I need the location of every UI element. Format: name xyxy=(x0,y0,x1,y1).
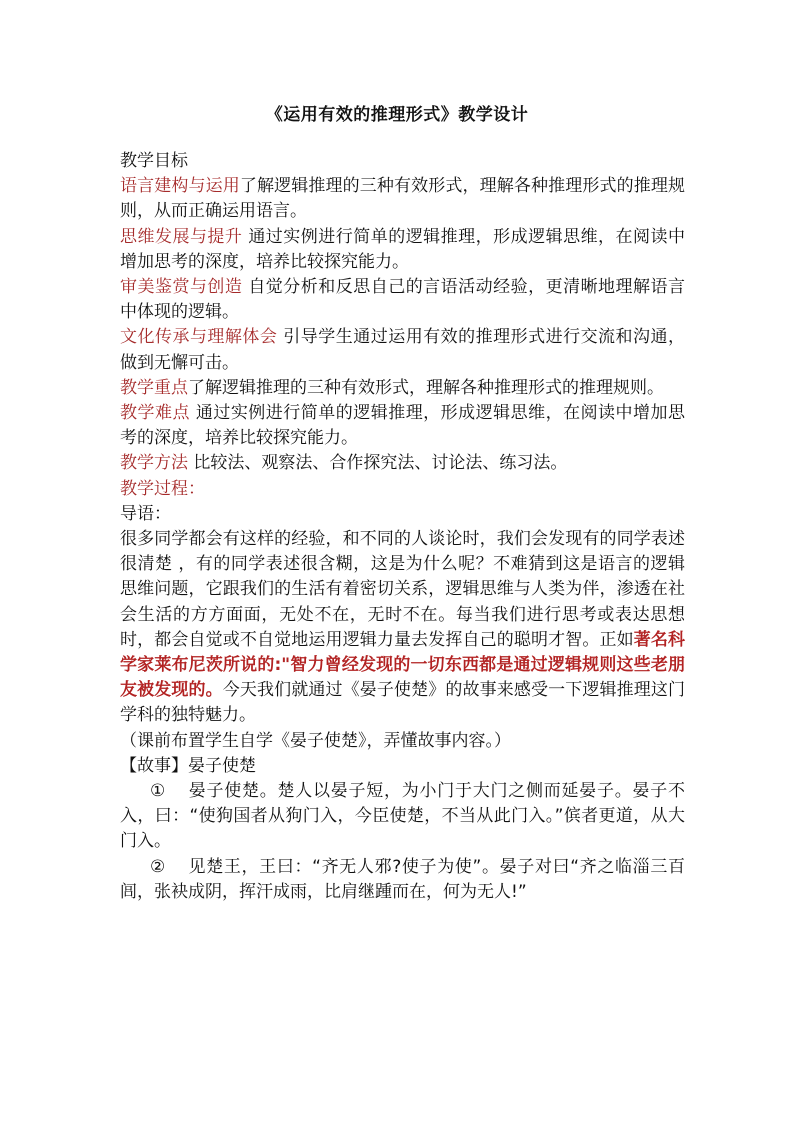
intro-paragraph xyxy=(120,527,685,729)
goal-label: 语言建构与运用 xyxy=(120,176,240,197)
pre-class-note: （课前布置学生自学《晏子使楚》，弄懂故事内容。） xyxy=(120,730,511,751)
goal-item xyxy=(120,225,685,275)
intro-text: 很多同学都会有这样的经验，和不同的人谈论时，我们会发现有的同学表述很清楚 ，有的同学表述很含糊，这是为什么呢？不难猜到这是语言的逻辑思维问题，它跟我们的生活有着密切关系，逻辑思维与人类为伴，渗透在社会生活的方方面面，无处不在，无时不在。每当我们进行思考或表达思想时，都会自觉或不自觉地运用逻辑力量去发挥自己的聪明才智。正如 xyxy=(120,529,685,650)
key-point xyxy=(120,376,685,401)
key-point-text: 了解逻辑推理的三种有效形式，理解各种推理形式的推理规则。 xyxy=(188,377,664,398)
difficult-point-text: 通过实例进行简单的逻辑推理，形成逻辑思维，在阅读中增加思考的深度，培养比较探究能力。 xyxy=(120,403,686,449)
intro-heading: 导语： xyxy=(120,503,171,524)
goal-text: 了解逻辑推理的三种有效形式，理解各种推理形式的推理规则，从而正确运用语言。 xyxy=(120,176,685,222)
goals-heading: 教学目标 xyxy=(120,151,188,171)
teaching-method-text: 比较法、观察法、合作探究法、讨论法、练习法。 xyxy=(188,453,568,474)
story-heading: 【故事】晏子使楚 xyxy=(120,755,256,776)
goal-label: 审美鉴赏与创造 xyxy=(120,277,243,298)
teaching-method-label: 教学方法 xyxy=(120,453,188,474)
goal-item xyxy=(120,325,685,375)
document-title: 《运用有效的推理形式》教学设计 xyxy=(265,105,529,125)
key-point-label: 教学重点 xyxy=(120,377,188,398)
goal-item xyxy=(120,174,685,224)
story-text: 见楚王，王曰：“齐无人邪?使子为使”。晏子对曰“齐之临淄三百闾，张袂成阴，挥汗成雨，比肩继踵而在，何为无人!” xyxy=(120,856,685,902)
story-paragraph xyxy=(120,855,685,905)
document-body xyxy=(120,149,685,905)
story-number: ② xyxy=(150,856,166,877)
goal-text: 引导学生通过运用有效的推理形式进行交流和沟通，做到无懈可击。 xyxy=(120,327,686,373)
difficult-point-label: 教学难点 xyxy=(120,403,190,424)
goal-text: 自觉分析和反思自己的言语活动经验，更清晰地理解语言中体现的逻辑。 xyxy=(120,277,686,323)
intro-tail: 今天我们就通过《晏子使楚》的故事来感受一下逻辑推理这门学科的独特魅力。 xyxy=(120,680,685,726)
teaching-method xyxy=(120,451,685,476)
goal-text: 通过实例进行简单的逻辑推理，形成逻辑思维，在阅读中增加思考的深度，培养比较探究能力。 xyxy=(120,226,686,272)
goal-item xyxy=(120,275,685,325)
difficult-point xyxy=(120,401,685,451)
story-number: ① xyxy=(150,781,166,802)
intro-quote: 著名科学家莱布尼茨所说的:"智力曾经发现的一切东西都是通过逻辑规则这些老朋友被发现的。 xyxy=(120,629,685,701)
goal-label: 文化传承与理解体会 xyxy=(120,327,278,348)
story-text: 晏子使楚。楚人以晏子短，为小门于大门之侧而延晏子。晏子不入，曰：“使狗国者从狗门入，今臣使楚，不当从此门入。”傧者更道，从大门入。 xyxy=(120,781,685,852)
process-heading: 教学过程： xyxy=(120,478,205,499)
goal-label: 思维发展与提升 xyxy=(120,226,243,247)
story-paragraph xyxy=(120,779,685,855)
